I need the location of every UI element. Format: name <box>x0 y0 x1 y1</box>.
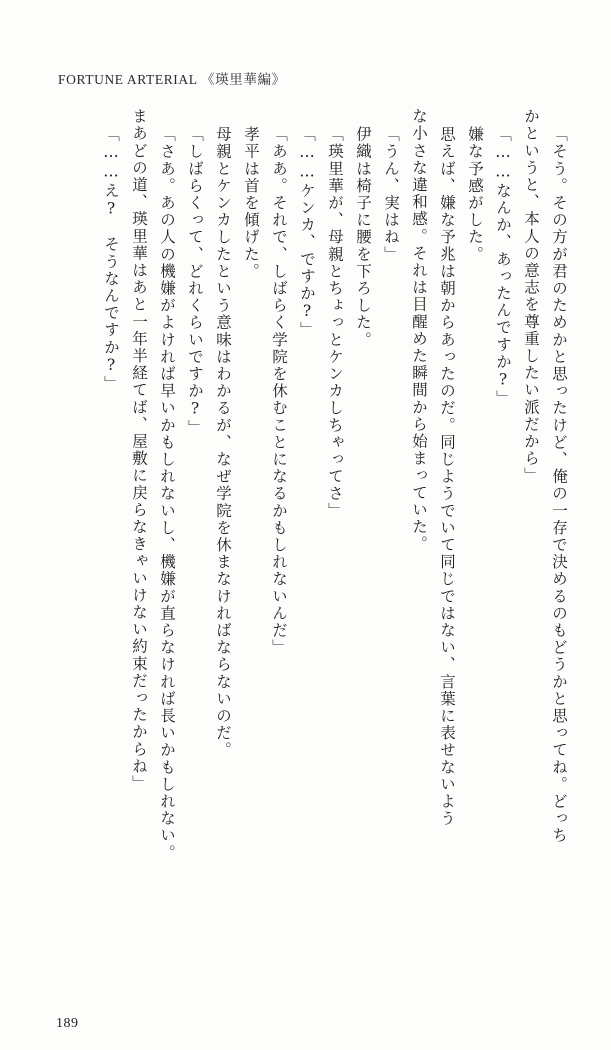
text-line: 母親とケンカしたという意味はわかるが、なぜ学院を休まなければならないのだ。 <box>214 126 232 759</box>
text-line: 思えば、嫌な予兆は朝からあったのだ。同じようでいて同じではない、言葉に表せないよう <box>438 126 456 828</box>
text-line: 「瑛里華が、母親とちょっとケンカしちゃってさ」 <box>326 126 344 520</box>
text-line: 嫌な予感がした。 <box>466 126 484 263</box>
text-line: 「……ケンカ、ですか?」 <box>298 126 316 339</box>
vertical-text-body <box>46 108 566 988</box>
text-line: 「そう。その方が君のためかと思ったけど、俺の一存で決めるのもどうかと思ってね。どっち <box>550 126 568 845</box>
text-line: まあどの道、瑛里華はあと一年半経てば、屋敷に戻らなきゃいけない約束だったからね」 <box>130 108 148 792</box>
text-line: 孝平は首を傾げた。 <box>242 126 260 280</box>
running-header: FORTUNE ARTERIAL 《瑛里華編》 <box>58 72 286 87</box>
text-line: な小さな違和感。それは目醒めた瞬間から始まっていた。 <box>410 108 428 553</box>
text-line: 「……え? そうなんですか?」 <box>102 126 120 393</box>
text-line: 「……なんか、あったんですか?」 <box>494 126 512 408</box>
text-line: 「さあ。あの人の機嫌がよければ早いかもしれないし、機嫌が直らなければ長いかもしれない。 <box>158 126 176 862</box>
text-line: 「ああ。それで、しばらく学院を休むことになるかもしれないんだ」 <box>270 126 288 657</box>
page-number: 189 <box>56 1016 79 1031</box>
text-line: 伊織は椅子に腰を下ろした。 <box>354 126 372 349</box>
text-line: 「うん、実はね」 <box>382 126 400 263</box>
text-line: 「しばらくって、どれくらいですか?」 <box>186 126 204 437</box>
text-line: かというと、本人の意志を尊重したい派だから」 <box>522 108 540 485</box>
